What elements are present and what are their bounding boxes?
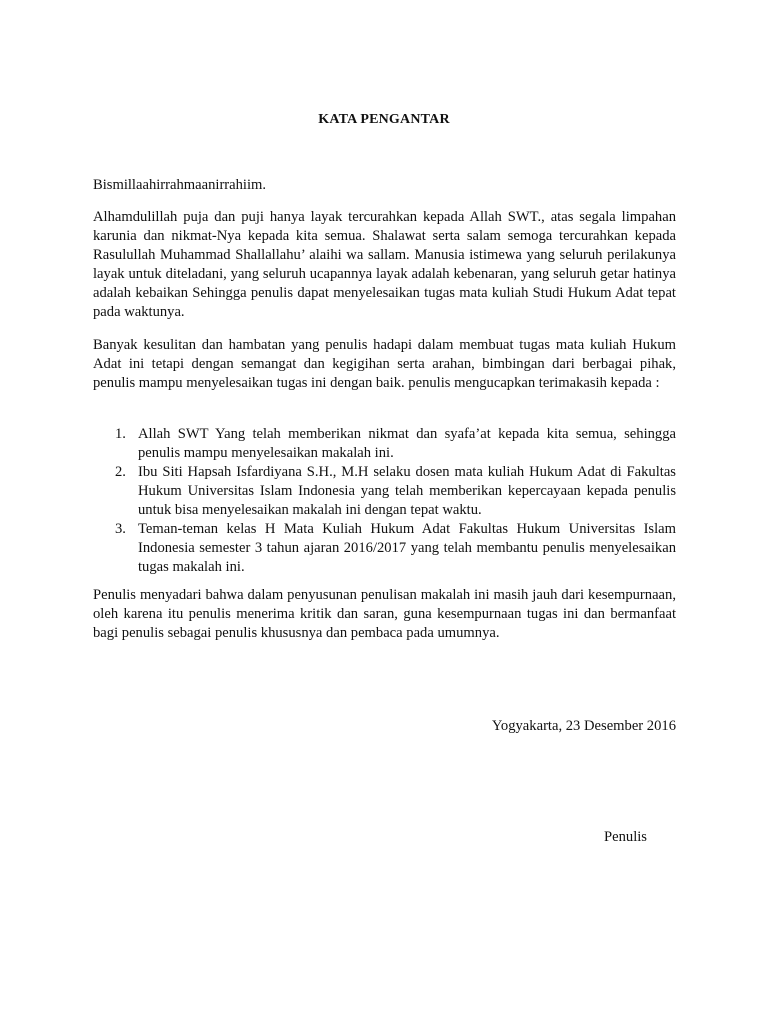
list-item-text: Allah SWT Yang telah memberikan nikmat dan syafa’at kepada kita semua, sehingga penulis mampu menyelesaikan makalah ini. [138, 426, 676, 461]
page-title: KATA PENGANTAR [318, 112, 450, 127]
list-item-text: Teman-teman kelas H Mata Kuliah Hukum Adat Fakultas Hukum Universitas Islam Indonesia semester 3 tahun ajaran 2016/2017 yang telah membantu penulis menyelesaikan tugas makalah ini. [138, 521, 676, 575]
list-item-text: Ibu Siti Hapsah Isfardiyana S.H., M.H selaku dosen mata kuliah Hukum Adat di Fakultas Hukum Universitas Islam Indonesia yang telah memberikan kepercayaan kepada penulis untuk bisa menyelesaikan makalah ini dengan tepat waktu. [138, 464, 676, 518]
signature-label: Penulis [604, 829, 647, 845]
list-item [93, 520, 676, 577]
paragraph-3: Penulis menyadari bahwa dalam penyusunan penulisan makalah ini masih jauh dari kesempurnaan, oleh karena itu penulis menerima kritik dan saran, guna kesempurnaan tugas ini dan bermanfaat bagi penulis sebagai penulis khususnya dan pembaca pada umumnya. [93, 587, 676, 641]
list-item-number: 3. [115, 521, 126, 537]
opening-line: Bismillaahirrahmaanirrahiim. [93, 177, 267, 193]
paragraph-1: Alhamdulillah puja dan puji hanya layak tercurahkan kepada Allah SWT., atas segala limpahan karunia dan nikmat-Nya kepada kita semua. Shalawat serta salam semoga tercurahkan kepada Rasulullah Muhammad Shallallahu’ alaihi wa sallam. Manusia istimewa yang seluruh perilakunya layak untuk diteladani, yang seluruh ucapannya layak adalah kebenaran, yang seluruh getar hatinya adalah kebaikan Sehingga penulis dapat menyelesaikan tugas mata kuliah Studi Hukum Adat tepat pada waktunya. [93, 209, 676, 320]
place-date: Yogyakarta, 23 Desember 2016 [491, 718, 676, 734]
paragraph-2: Banyak kesulitan dan hambatan yang penulis hadapi dalam membuat tugas mata kuliah Hukum Adat ini tetapi dengan semangat dan kegigihan serta arahan, bimbingan dari berbagai pihak, penulis mampu menyelesaikan tugas ini dengan baik. penulis mengucapkan terimakasih kepada : [93, 337, 676, 391]
list-item-number: 2. [115, 464, 126, 480]
list-item [93, 425, 676, 463]
acknowledgement-list [93, 425, 676, 577]
list-item-number: 1. [115, 426, 126, 442]
list-item [93, 463, 676, 520]
